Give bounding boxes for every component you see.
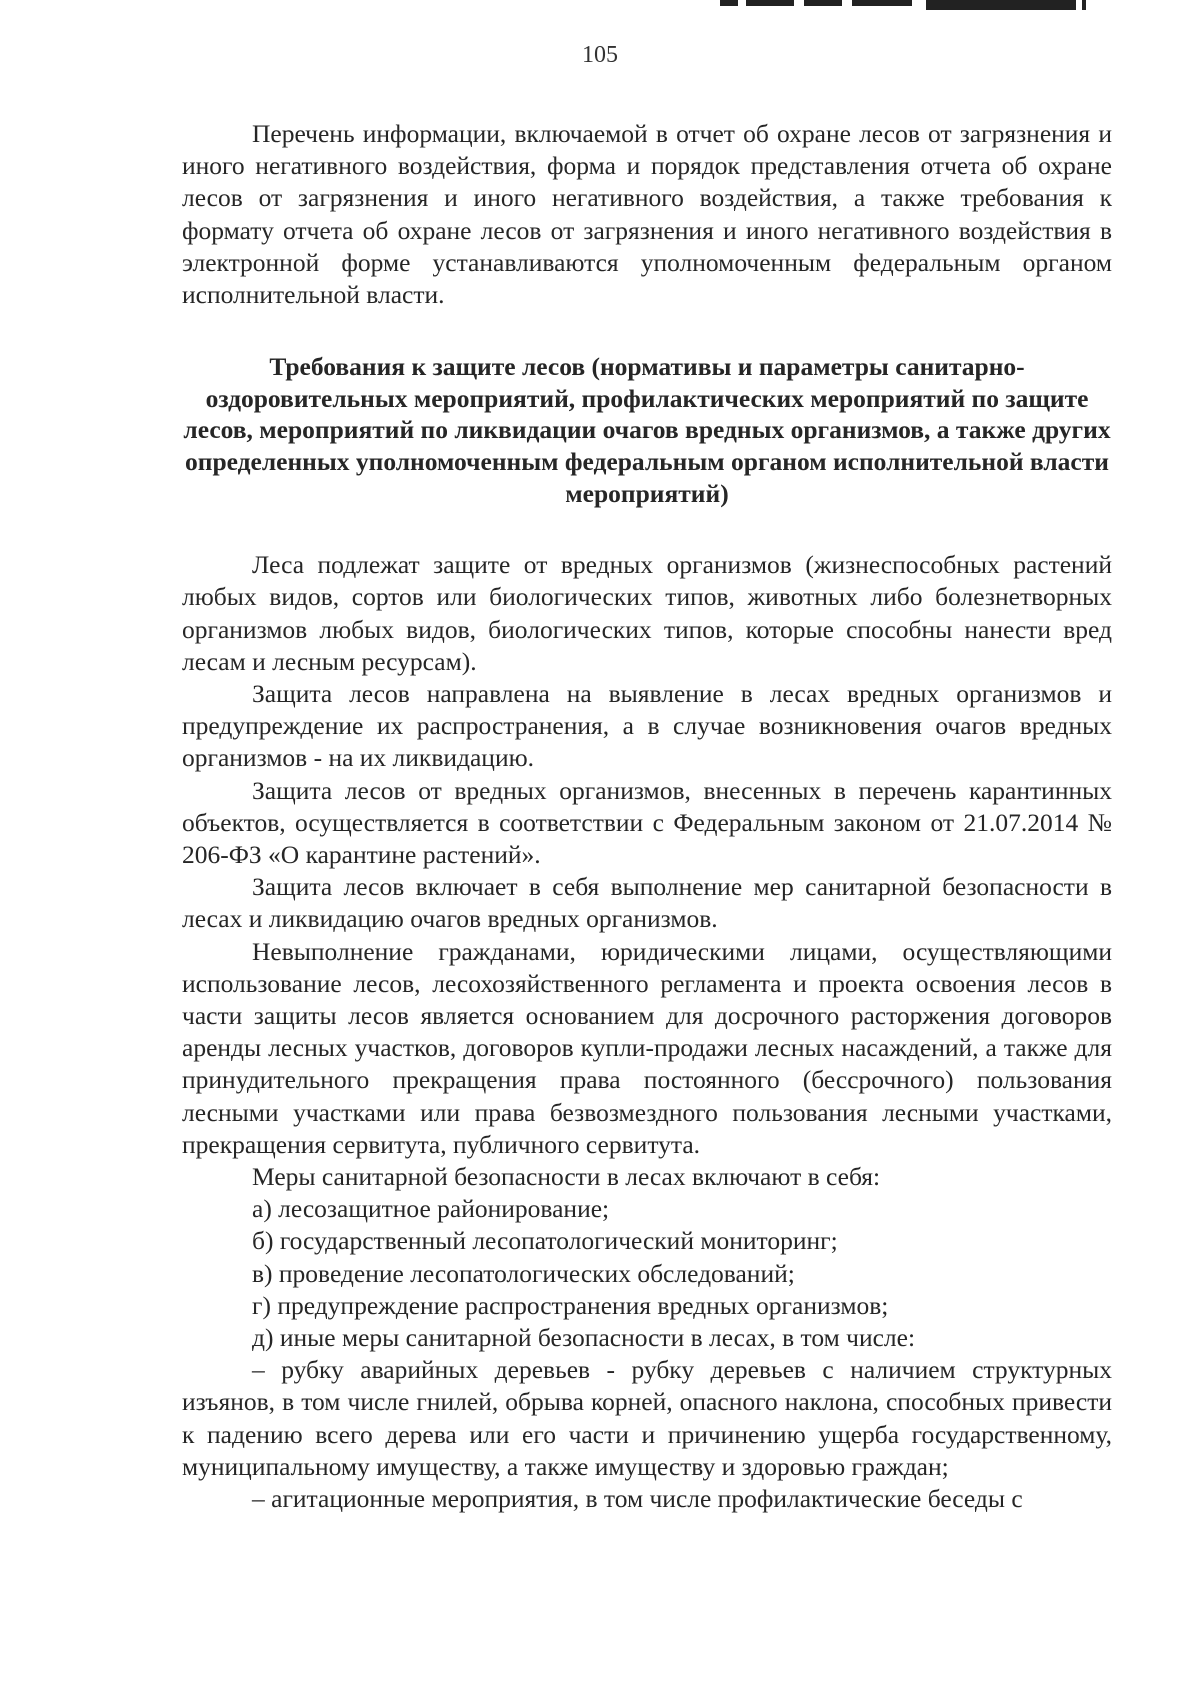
scan-artifact-bar [720,0,1120,10]
page-number: 105 [582,42,618,68]
list-item-a: а) лесозащитное районирование; [252,1194,610,1224]
paragraph-protection-includes: Защита лесов включает в себя выполнение мер санитарной безопасности в лесах и ликвидацию очагов вредных организмов. [182,872,1112,934]
list-item-g: г) предупреждение распространения вредных организмов; [252,1290,889,1320]
document-body [182,118,1112,1515]
sublist-item-agitation: – агитационные мероприятия, в том числе профилактические беседы с [252,1484,1023,1514]
paragraph-non-compliance: Невыполнение гражданами, юридическими лицами, осуществляющими использование лесов, лесохозяйственного регламента и проекта освоения лесов в части защиты лесов является основанием для досрочного расторжения договоров аренды лесных участков, договоров купли-продажи лесных насаждений, а также для принудительного прекращения права постоянного (бессрочного) пользования лесными участками или права безвозмездного пользования лесными участками, прекращения сервитута, публичного сервитута. [182,936,1112,1159]
sublist-item-felling: – рубку аварийных деревьев - рубку деревьев с наличием структурных изъянов, в том числе гнилей, обрыва корней, опасного наклона, способных привести к падению всего дерева или его части и причинению ущерба государственному, муниципальному имуществу, а также имуществу и здоровью граждан; [182,1355,1112,1481]
paragraph-quarantine: Защита лесов от вредных организмов, внесенных в перечень карантинных объектов, осуществляется в соответствии с Федеральным законом от 21.07.2014 № 206-ФЗ «О карантине растений». [182,775,1112,870]
paragraph-measures-intro: Меры санитарной безопасности в лесах включают в себя: [252,1162,881,1192]
paragraph-pests-definition: Леса подлежат защите от вредных организмов (жизнеспособных растений любых видов, сортов или биологических типов, животных либо болезнетворных организмов любых видов, биологических типов, которые способны нанести вред лесам и лесным ресурсам). [182,550,1112,676]
list-item-v: в) проведение лесопатологических обследований; [252,1258,795,1288]
section-heading: Требования к защите лесов (нормативы и параметры санитарно-оздоровительных мероприятий, профилактических мероприятий по защите лесов, мероприятий по ликвидации очагов вредных организмов, а также других определенных уполномоченным федеральным органом исполнительной власти мероприятий) [183,352,1111,508]
list-item-d: д) иные меры санитарной безопасности в лесах, в том числе: [252,1323,916,1353]
paragraph-protection-purpose: Защита лесов направлена на выявление в лесах вредных организмов и предупреждение их распространения, а в случае возникновения очагов вредных организмов - на их ликвидацию. [182,679,1112,773]
list-item-b: б) государственный лесопатологический мониторинг; [252,1226,838,1256]
intro-paragraph: Перечень информации, включаемой в отчет об охране лесов от загрязнения и иного негативного воздействия, форма и порядок представления отчета об охране лесов от загрязнения и иного негативного воздействия, а также требования к формату отчета об охране лесов от загрязнения и иного негативного воздействия в электронной форме устанавливаются уполномоченным федеральным органом исполнительной власти. [182,119,1112,310]
